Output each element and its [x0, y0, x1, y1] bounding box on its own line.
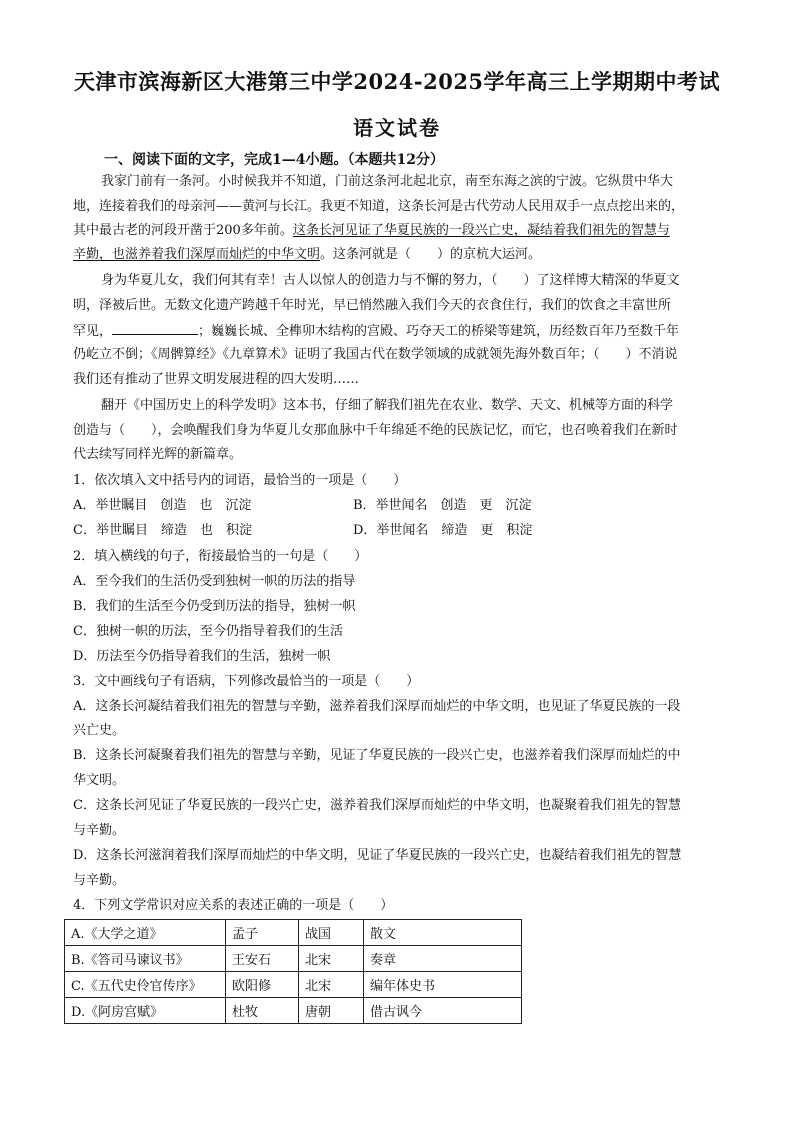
author-cell: 欧阳修 [226, 972, 299, 998]
table-row [65, 998, 522, 1024]
question-1-option-c: C．举世瞩目 缔造 也 积淀 [73, 523, 252, 538]
author-cell: 王安石 [226, 946, 299, 972]
question-3-option-a-cont: 兴亡史。 [73, 723, 126, 738]
work-title-cell: A.《大学之道》 [65, 920, 226, 946]
underlined-sentence: 这条长河见证了华夏民族的一段兴亡史，凝结着我们祖先的智慧与 [292, 223, 670, 238]
exam-title: 天津市滨海新区大港第三中学2024-2025学年高三上学期期中考试 [73, 69, 721, 94]
passage-line: 代去续写同样光辉的新篇章。 [73, 447, 243, 462]
passage-line: 身为华夏儿女，我们何其有幸！古人以惊人的创造力与不懈的努力，（ ）了这样博大精深的华夏文 [101, 273, 680, 288]
exam-subtitle: 语文试卷 [353, 116, 441, 140]
literature-table [64, 919, 522, 1024]
genre-cell: 奏章 [364, 946, 522, 972]
work-title-cell: C.《五代史伶官传序》 [65, 972, 226, 998]
table-row [65, 946, 522, 972]
question-3-option-d-cont: 与辛勤。 [73, 873, 126, 888]
question-3-option-b: B．这条长河凝聚着我们祖先的智慧与辛勤，见证了华夏民族的一段兴亡史，也滋养着我们深厚而灿烂的中 [73, 748, 681, 763]
fill-blank [112, 322, 198, 335]
passage-text: 罕见， [73, 324, 113, 339]
passage-line: 明，泽被后世。无数文化遗产跨越千年时光，早已悄然融入我们今天的衣食住行，我们的饮食之丰富世所 [73, 298, 672, 313]
passage-text: ；巍巍长城、全榫卯木结构的宫殿、巧夺天工的桥梁等建筑，历经数百年乃至数千年 [198, 324, 680, 339]
question-1-option-a: A．举世瞩目 创造 也 沉淀 [73, 498, 252, 513]
question-2-option-a: A．至今我们的生活仍受到独树一帜的历法的指导 [73, 574, 356, 589]
question-1-option-b: B．举世闻名 创造 更 沉淀 [353, 498, 532, 513]
genre-cell: 借古讽今 [364, 998, 522, 1024]
work-title-cell: D.《阿房宫赋》 [65, 998, 226, 1024]
passage-line: 创造与（ ），会唤醒我们身为华夏儿女那血脉中千年绵延不绝的民族记忆，而它，也召唤着我们在新时 [73, 423, 678, 438]
passage-line [73, 222, 723, 240]
passage-text: 其中最古老的河段开凿于200多年前。 [73, 223, 293, 238]
question-2-stem: 2．填入横线的句子，衔接最恰当的一句是（ ） [73, 549, 368, 564]
work-title-cell: B.《答司马谏议书》 [65, 946, 226, 972]
question-4-stem: 4．下列文学常识对应关系的表述正确的一项是（ ） [73, 898, 394, 913]
passage-text: 。这条河就是（ ）的京杭大运河。 [320, 247, 542, 262]
section-heading: 一、阅读下面的文字，完成1—4小题。（本题共12分） [104, 152, 444, 168]
table-row [65, 920, 522, 946]
question-3-option-c-cont: 与辛勤。 [73, 823, 126, 838]
question-2-option-c: C．独树一帜的历法，至今仍指导着我们的生活 [73, 624, 343, 639]
dynasty-cell: 北宋 [299, 946, 364, 972]
question-3-option-a: A．这条长河凝结着我们祖先的智慧与辛勤，滋养着我们深厚而灿烂的中华文明，也见证了华夏民族的一段 [73, 699, 681, 714]
question-1-stem: 1．依次填入文中括号内的词语，最恰当的一项是（ ） [73, 473, 407, 488]
literature-table-body [65, 920, 522, 1024]
underlined-sentence: 辛勤，也滋养着我们深厚而灿烂的中华文明 [73, 247, 321, 262]
passage-line: 地，连接着我们的母亲河——黄河与长江。我更不知道，这条长河是古代劳动人民用双手一点点挖出来的， [73, 199, 685, 214]
dynasty-cell: 战国 [299, 920, 364, 946]
dynasty-cell: 唐朝 [299, 998, 364, 1024]
author-cell: 杜牧 [226, 998, 299, 1024]
question-3-option-d: D．这条长河滋润着我们深厚而灿烂的中华文明，见证了华夏民族的一段兴亡史，也凝结着我们祖先的智慧 [73, 848, 682, 863]
passage-line: 我家门前有一条河。小时候我并不知道，门前这条河北起北京，南至东海之滨的宁波。它纵贯中华大 [101, 174, 674, 189]
question-2-option-b: B．我们的生活至今仍受到历法的指导，独树一帜 [73, 599, 356, 614]
author-cell: 孟子 [226, 920, 299, 946]
question-1-option-d: D．举世闻名 缔造 更 积淀 [353, 523, 533, 538]
passage-line: 仍屹立不倒；《周髀算经》《九章算术》证明了我国古代在数学领域的成就领先海外数百年；（ ）不消说 [73, 347, 678, 362]
passage-line: 翻开《中国历史上的科学发明》这本书，仔细了解我们祖先在农业、数学、天文、机械等方面的科学 [101, 398, 674, 413]
genre-cell: 编年体史书 [364, 972, 522, 998]
question-3-stem: 3．文中画线句子有语病，下列修改最恰当的一项是（ ） [73, 674, 420, 689]
passage-line [73, 246, 723, 264]
dynasty-cell: 北宋 [299, 972, 364, 998]
genre-cell: 散文 [364, 920, 522, 946]
question-2-option-d: D．历法至今仍指导着我们的生活，独树一帜 [73, 649, 331, 664]
table-row [65, 972, 522, 998]
passage-line: 我们还有推动了世界文明发展进程的四大发明…… [73, 372, 360, 387]
question-3-option-c: C．这条长河见证了华夏民族的一段兴亡史，滋养着我们深厚而灿烂的中华文明，也凝聚着我们祖先的智慧 [73, 798, 681, 813]
passage-line [73, 322, 723, 341]
question-3-option-b-cont: 华文明。 [73, 773, 126, 788]
